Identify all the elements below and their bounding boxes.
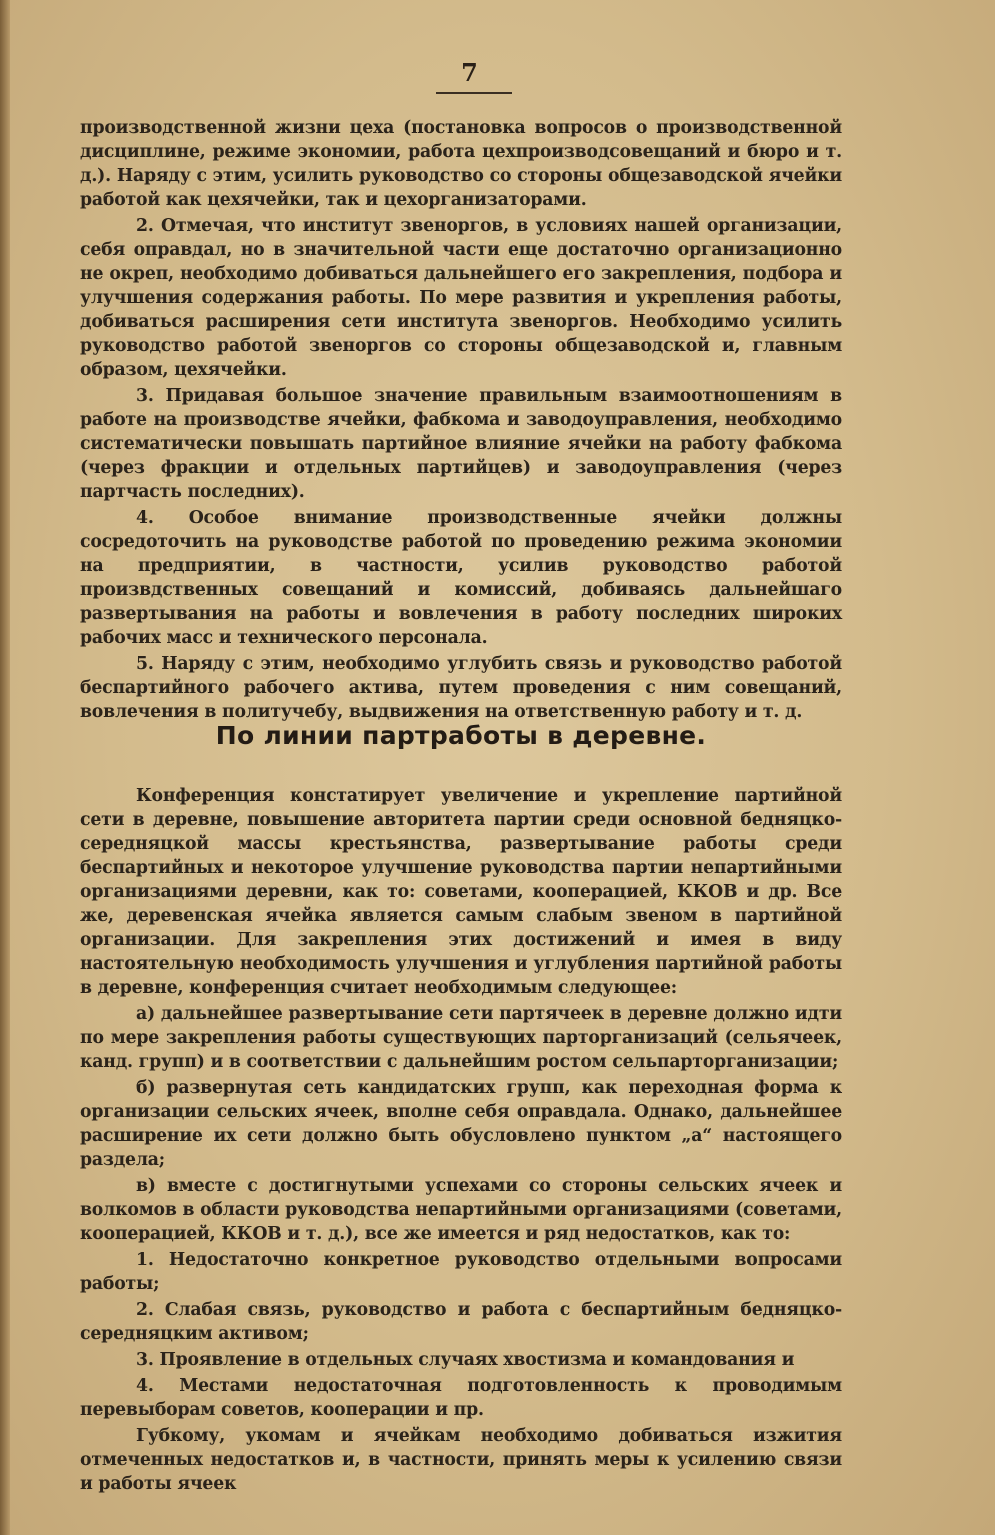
paragraph: 2. Отмечая, что институт звеноргов, в условиях нашей организации, себя оправдал, но в значительной части еще достаточно организационно не окреп, необходимо добиваться дальнейшего его закрепления, подбора и улучшения содержания работы. По мере развития и укрепления работы, добиваться расширения сети института звеноргов. Необходимо усилить руководство работой звеноргов со стороны общезаводской и, главным образом, цехячейки. [80, 216, 842, 380]
list-item: 1. Недостаточно конкретное руководство отдельными вопросами работы; [80, 1250, 842, 1294]
list-item: 3. Проявление в отдельных случаях хвостизма и командования и [136, 1350, 795, 1370]
paragraph: 5. Наряду с этим, необходимо углубить связь и руководство работой беспартийного рабочего актива, путем проведения с ним совещаний, вовлечения в политучебу, выдвижения на ответственную работу и т. д. [80, 654, 842, 722]
paragraph: 3. Придавая большое значение правильным взаимоотношениям в работе на производстве ячейки, фабкома и заводоуправления, необходимо систематически повышать партийное влияние ячейки на работу фабкома (через фракции и отдельных партийцев) и заводоуправления (через партчасть последних). [80, 386, 842, 502]
page-number-rule [436, 92, 512, 94]
section-village-work [80, 784, 842, 1496]
paragraph: 4. Особое внимание производственные ячейки должны сосредоточить на руководстве работой по проведению режима экономии на предприятии, в частности, усилив руководство работой произвдственных совещаний и комиссий, добиваясь дальнейшаго развертывания на работы и вовлечения в работу последних широких рабочих масс и технического персонала. [80, 508, 842, 648]
page-left-edge [0, 0, 10, 1535]
paragraph: Губкому, укомам и ячейкам необходимо добиваться изжития отмеченных недостатков и, в частности, принять меры к усилению связи и работы ячеек [80, 1426, 842, 1494]
section-heading: По линии партработы в деревне. [215, 721, 707, 750]
paragraph: производственной жизни цеха (постановка вопросов о производственной дисциплине, режиме экономии, работа цехпроизводсовещаний и бюро и т. д.). Наряду с этим, усилить руководство со стороны общезаводской ячейки работой как цехячейки, так и цехорганизаторами. [80, 118, 842, 210]
list-item: б) развернутая сеть кандидатских групп, как переходная форма к организации сельских ячеек, вполне себя оправдала. Однако, дальнейшее расширение их сети должно быть обусловлено пунктом „а“ настоящего раздела; [80, 1078, 842, 1170]
list-item: 2. Слабая связь, руководство и работа с беспартийным бедняцко-середняцким активом; [80, 1300, 842, 1344]
list-item: а) дальнейшее развертывание сети партячеек в деревне должно идти по мере закрепления работы существующих парторганизаций (сельячеек, канд. групп) и в соответствии с дальнейшим ростом сельпарторганизации; [80, 1004, 842, 1072]
list-item: в) вместе с достигнутыми успехами со стороны сельских ячеек и волкомов в области руководства непартийными организациями (советами, кооперацией, ККОВ и т. д.), все же имеется и ряд недостатков, как то: [80, 1176, 842, 1244]
page-number: 7 [461, 58, 479, 87]
paragraph: Конференция констатирует увеличение и укрепление партийной сети в деревне, повышение авторитета партии среди основной бедняцко-середняцкой массы крестьянства, развертывание работы среди беспартийных и некоторое улучшение руководства партии непартийными организациями деревни, как то: советами, кооперацией, ККОВ и др. Все же, деревенская ячейка является самым слабым звеном в партийной организации. Для закрепления этих достижений и имея в виду настоятельную необходимость улучшения и углубления партийной работы в деревне, конференция считает необходимым следующее: [80, 786, 842, 998]
section-factory-resolutions [80, 116, 842, 724]
list-item: 4. Местами недостаточная подготовленность к проводимым перевыборам советов, кооперации и пр. [80, 1376, 842, 1420]
